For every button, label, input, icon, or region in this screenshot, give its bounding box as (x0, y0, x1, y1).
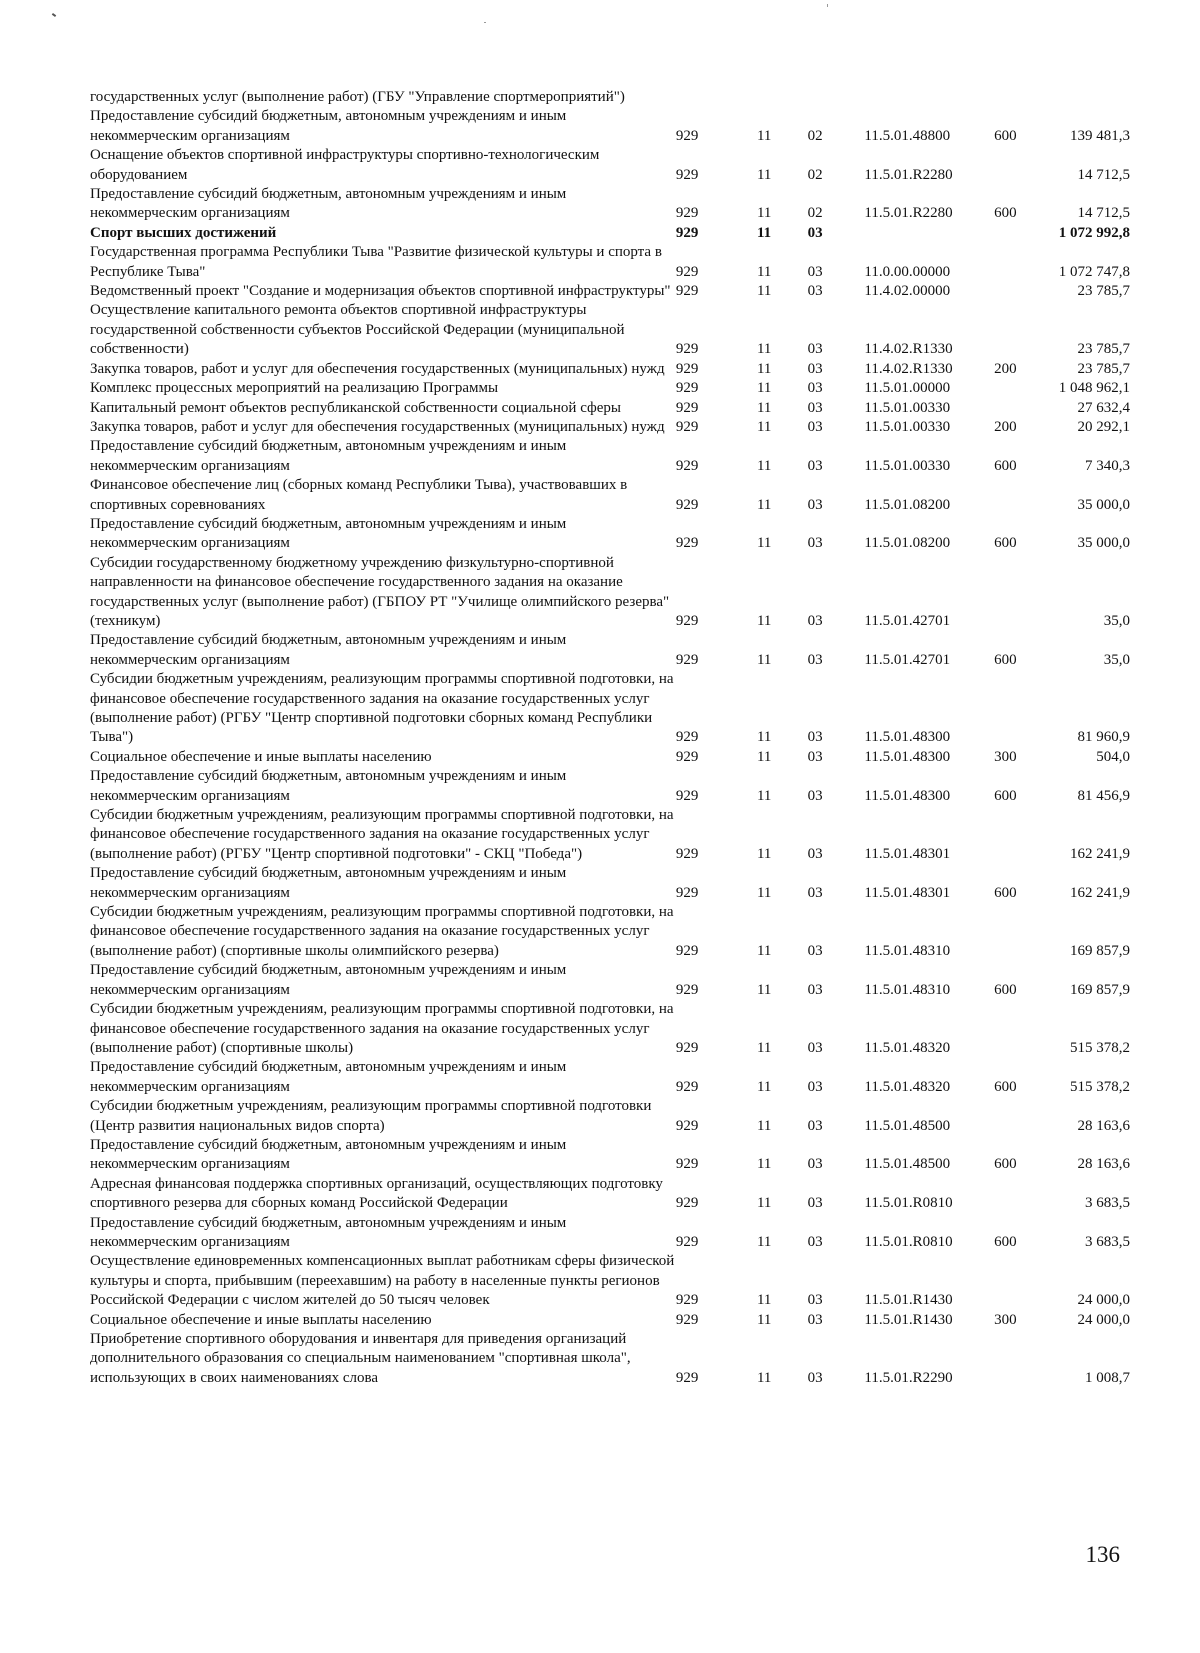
subsection-code: 03 (807, 283, 823, 300)
scan-mark (484, 22, 486, 23)
subsection-code: 03 (807, 1233, 823, 1250)
expense-type-code: 600 (994, 884, 1017, 901)
expense-type-code (994, 1175, 1045, 1214)
expense-type-code: 600 (994, 535, 1017, 552)
subsection-code: 03 (807, 535, 823, 552)
target-article-code: 11.5.01.R1430 (864, 1311, 953, 1328)
row-name: Предоставление субсидий бюджетным, автономным учреждениям и иным некоммерческим организациям (90, 1059, 567, 1095)
ministry-code: 929 (675, 418, 699, 435)
row-name: Закупка товаров, работ и услуг для обеспечения государственных (муниципальных) нужд (90, 360, 665, 377)
expense-type-code: 600 (994, 651, 1017, 668)
expense-type-code: 600 (994, 1078, 1017, 1095)
subsection-code: 03 (807, 457, 823, 474)
section-code: 11 (756, 224, 772, 241)
subsection-code: 03 (807, 1195, 823, 1212)
section-code: 11 (756, 263, 772, 280)
target-article-code: 11.5.01.48301 (864, 884, 951, 901)
amount: 24 000,0 (1077, 1292, 1130, 1309)
target-article-code: 11.5.01.00330 (864, 399, 951, 416)
subsection-code: 03 (807, 418, 823, 435)
ministry-code: 929 (675, 1078, 699, 1095)
row-name: государственных услуг (выполнение работ) (ГБУ "Управление спортмероприятий") (90, 89, 625, 105)
subsection-code: 03 (807, 224, 823, 241)
table-row (90, 1058, 1130, 1097)
section-code: 11 (756, 127, 772, 144)
ministry-code: 929 (675, 205, 699, 222)
amount: 3 683,5 (1085, 1233, 1130, 1250)
target-article-code: 11.5.01.R0810 (864, 1195, 953, 1212)
amount: 23 785,7 (1077, 360, 1130, 377)
ministry-code: 929 (675, 1195, 699, 1212)
amount: 81 960,9 (1077, 729, 1130, 746)
target-article-code: 11.5.01.48300 (864, 748, 951, 765)
ministry-code: 929 (675, 535, 699, 552)
amount: 35,0 (1103, 651, 1130, 668)
table-row (90, 631, 1130, 670)
table-row (90, 360, 1130, 379)
target-article-code: 11.5.01.00330 (864, 457, 951, 474)
subsection-code: 03 (807, 341, 823, 358)
table-row (90, 88, 1130, 107)
amount: 14 712,5 (1077, 205, 1130, 222)
row-name: Осуществление капитального ремонта объектов спортивной инфраструктуры государственной собственности субъектов Российской Федерации (муниципальной собственности) (90, 302, 625, 358)
amount: 28 163,6 (1077, 1156, 1130, 1173)
row-name: Предоставление субсидий бюджетным, автономным учреждениям и иным некоммерческим организациям (90, 1136, 567, 1173)
target-article-code: 11.5.01.R1430 (864, 1292, 953, 1309)
amount: 515 378,2 (1070, 1039, 1130, 1056)
ministry-code: 929 (675, 1156, 699, 1173)
ministry-code: 929 (675, 1117, 699, 1134)
ministry-code: 929 (675, 1039, 699, 1056)
row-name: Субсидии бюджетным учреждениям, реализующим программы спортивной подготовки, на финансовое обеспечение государственного задания на оказание государственных услуг (выполнение работ) (спортивные школы олимпийского резерва) (90, 904, 674, 959)
amount: 504,0 (1096, 748, 1130, 765)
expense-type-code (994, 399, 1045, 418)
expense-type-code (994, 903, 1045, 961)
row-name: Субсидии бюджетным учреждениям, реализующим программы спортивной подготовки, на финансовое обеспечение государственного задания на оказание государственных услуг (выполнение работ) (РГБУ "Центр спортивной подготовки" - СКЦ "Победа") (90, 807, 674, 862)
target-article-code: 11.5.01.00000 (864, 380, 951, 397)
subsection-code: 03 (807, 748, 823, 765)
amount: 1 048 962,1 (1058, 380, 1130, 397)
row-name: Приобретение спортивного оборудования и инвентаря для приведения организаций дополнительного образования со специальным наименованием "спортивная школа", использующих в своих наименованиях слова (90, 1331, 631, 1386)
section-code: 11 (756, 418, 772, 435)
section-code: 11 (756, 884, 772, 901)
target-article-code: 11.4.02.00000 (864, 283, 951, 300)
table-row (90, 146, 1130, 185)
subsection-code: 03 (807, 263, 823, 280)
section-code: 11 (756, 283, 772, 300)
row-name: Адресная финансовая поддержка спортивных организаций, осуществляющих подготовку спортивного резерва для сборных команд Российской Федерации (90, 1175, 663, 1212)
target-article-code: 11.5.01.R0810 (864, 1233, 953, 1250)
expense-type-code (994, 224, 1045, 243)
section-code: 11 (756, 380, 772, 397)
section-code: 11 (756, 341, 772, 358)
amount: 169 857,9 (1070, 942, 1130, 959)
row-name: Социальное обеспечение и иные выплаты населению (90, 1311, 432, 1328)
section-code: 11 (756, 1233, 772, 1250)
row-name: Предоставление субсидий бюджетным, автономным учреждениям и иным некоммерческим организациям (90, 1214, 567, 1250)
ministry-code: 929 (675, 884, 699, 901)
table-row (90, 1214, 1130, 1253)
amount: 162 241,9 (1070, 884, 1130, 901)
row-name: Спорт высших достижений (90, 224, 277, 241)
ministry-code: 929 (675, 1311, 699, 1328)
amount: 35 000,0 (1077, 535, 1130, 552)
target-article-code: 11.5.01.R2290 (864, 1369, 953, 1386)
expense-type-code: 600 (994, 1156, 1017, 1173)
target-article-code: 11.5.01.42701 (864, 612, 951, 629)
section-code: 11 (756, 942, 772, 959)
target-article-code: 11.5.01.48500 (864, 1156, 951, 1173)
section-code: 11 (756, 1311, 772, 1328)
section-code: 11 (756, 981, 772, 998)
table-row (90, 903, 1130, 961)
amount: 23 785,7 (1077, 341, 1130, 358)
scan-mark (52, 13, 56, 17)
amount: 1 008,7 (1085, 1369, 1130, 1386)
section-code (757, 88, 808, 107)
target-article-code: 11.0.00.00000 (864, 263, 951, 280)
target-article-code: 11.4.02.R1330 (864, 360, 953, 377)
subsection-code: 03 (807, 1078, 823, 1095)
subsection-code: 03 (807, 942, 823, 959)
ministry-code: 929 (675, 981, 699, 998)
table-row (90, 961, 1130, 1000)
section-code: 11 (756, 1292, 772, 1309)
amount: 169 857,9 (1070, 981, 1130, 998)
section-code: 11 (756, 1078, 772, 1095)
table-row (90, 1330, 1130, 1388)
amount: 27 632,4 (1077, 399, 1130, 416)
expense-type-code: 300 (994, 748, 1017, 765)
ministry-code: 929 (675, 748, 699, 765)
target-article-code: 11.5.01.42701 (864, 651, 951, 668)
ministry-code (676, 88, 757, 107)
row-name: Субсидии бюджетным учреждениям, реализующим программы спортивной подготовки, на финансовое обеспечение государственного задания на оказание государственных услуг (выполнение работ) (РГБУ "Центр спортивной подготовки сборных команд Республики Тыва") (90, 671, 674, 746)
table-row (90, 476, 1130, 515)
amount: 139 481,3 (1070, 127, 1130, 144)
subsection-code: 03 (807, 496, 823, 513)
section-code: 11 (756, 1039, 772, 1056)
expense-type-code: 300 (994, 1311, 1017, 1328)
ministry-code: 929 (675, 399, 699, 416)
target-article-code: 11.5.01.R2280 (864, 166, 953, 183)
subsection-code: 03 (807, 787, 823, 804)
row-name: Финансовое обеспечение лиц (сборных команд Республики Тыва), участвовавших в спортивных соревнованиях (90, 477, 628, 513)
ministry-code: 929 (675, 457, 699, 474)
section-code: 11 (756, 787, 772, 804)
section-code: 11 (756, 1369, 772, 1386)
target-article-code: 11.5.01.48320 (864, 1039, 951, 1056)
subsection-code: 03 (807, 1292, 823, 1309)
table-row (90, 185, 1130, 224)
ministry-code: 929 (675, 1292, 699, 1309)
table-row (90, 515, 1130, 554)
section-code: 11 (756, 399, 772, 416)
section-code: 11 (756, 360, 772, 377)
amount: 14 712,5 (1077, 166, 1130, 183)
subsection-code: 03 (807, 1369, 823, 1386)
row-name: Государственная программа Республики Тыва "Развитие физической культуры и спорта в Республике Тыва" (90, 244, 662, 280)
amount: 81 456,9 (1077, 787, 1130, 804)
target-article-code: 11.5.01.08200 (864, 535, 951, 552)
table-row (90, 1000, 1130, 1058)
expense-type-code: 600 (994, 1233, 1017, 1250)
table-row (90, 301, 1130, 359)
section-code: 11 (756, 457, 772, 474)
ministry-code: 929 (675, 787, 699, 804)
expense-type-code (994, 1000, 1045, 1058)
ministry-code: 929 (675, 651, 699, 668)
ministry-code: 929 (675, 360, 699, 377)
target-article-code: 11.5.01.48500 (864, 1117, 951, 1134)
section-code: 11 (756, 845, 772, 862)
table-row (90, 1136, 1130, 1175)
subsection-code: 03 (807, 1156, 823, 1173)
target-article-code: 11.5.01.00330 (864, 418, 951, 435)
table-row (90, 767, 1130, 806)
expense-type-code: 200 (994, 418, 1017, 435)
section-code: 11 (756, 1117, 772, 1134)
budget-table-body (90, 88, 1130, 1388)
expense-type-code (994, 670, 1045, 748)
row-name: Комплекс процессных мероприятий на реализацию Программы (90, 380, 499, 397)
section-code: 11 (756, 612, 772, 629)
expense-type-code (994, 282, 1045, 301)
subsection-code: 03 (807, 612, 823, 629)
subsection-code (808, 88, 865, 107)
row-name: Предоставление субсидий бюджетным, автономным учреждениям и иным некоммерческим организациям (90, 186, 567, 222)
ministry-code: 929 (675, 496, 699, 513)
row-name: Предоставление субсидий бюджетным, автономным учреждениям и иным некоммерческим организациям (90, 962, 567, 998)
ministry-code: 929 (675, 127, 699, 144)
expense-type-code (994, 806, 1045, 864)
target-article-code: 11.5.01.08200 (864, 496, 951, 513)
amount: 1 072 992,8 (1058, 224, 1130, 241)
row-name: Социальное обеспечение и иные выплаты населению (90, 748, 432, 765)
scan-mark (827, 4, 828, 7)
ministry-code: 929 (675, 263, 699, 280)
table-row (90, 806, 1130, 864)
row-name: Субсидии бюджетным учреждениям, реализующим программы спортивной подготовки, на финансовое обеспечение государственного задания на оказание государственных услуг (выполнение работ) (спортивные школы) (90, 1001, 674, 1056)
table-row (90, 379, 1130, 398)
section-code: 11 (756, 729, 772, 746)
table-row (90, 243, 1130, 282)
expense-type-code (994, 88, 1045, 107)
subsection-code: 02 (807, 205, 823, 222)
amount: 1 072 747,8 (1058, 263, 1130, 280)
target-article-code: 11.5.01.48320 (864, 1078, 951, 1095)
expense-type-code (994, 554, 1045, 632)
ministry-code: 929 (675, 729, 699, 746)
table-row (90, 107, 1130, 146)
subsection-code: 03 (807, 651, 823, 668)
row-name: Предоставление субсидий бюджетным, автономным учреждениям и иным некоммерческим организациям (90, 768, 567, 804)
subsection-code: 03 (807, 380, 823, 397)
subsection-code: 02 (807, 127, 823, 144)
expense-type-code (994, 146, 1045, 185)
target-article-code: 11.5.01.48301 (864, 845, 951, 862)
subsection-code: 03 (807, 884, 823, 901)
target-article-code: 11.5.01.48800 (864, 127, 951, 144)
table-row (90, 1175, 1130, 1214)
expense-type-code (994, 301, 1045, 359)
amount: 23 785,7 (1077, 283, 1130, 300)
table-row (90, 670, 1130, 748)
amount: 7 340,3 (1085, 457, 1130, 474)
table-row (90, 1097, 1130, 1136)
expense-type-code (994, 476, 1045, 515)
row-name: Осуществление единовременных компенсационных выплат работникам сферы физической культуры и спорта, прибывшим (переехавшим) на работу в населенные пункты регионов Российской Федерации с числом жителей до 50 тысяч человек (90, 1253, 675, 1309)
table-row (90, 1311, 1130, 1330)
table-row (90, 748, 1130, 767)
section-code: 11 (756, 1195, 772, 1212)
expense-type-code: 200 (994, 360, 1017, 377)
section-code: 11 (756, 166, 772, 183)
ministry-code: 929 (675, 845, 699, 862)
expense-type-code: 600 (994, 205, 1017, 222)
row-name: Предоставление субсидий бюджетным, автономным учреждениям и иным некоммерческим организациям (90, 108, 567, 144)
subsection-code: 03 (807, 845, 823, 862)
ministry-code: 929 (675, 1369, 699, 1386)
section-code: 11 (756, 651, 772, 668)
row-name: Капитальный ремонт объектов республиканской собственности социальной сферы (90, 399, 621, 416)
table-row (90, 418, 1130, 437)
ministry-code: 929 (675, 942, 699, 959)
subsection-code: 03 (807, 729, 823, 746)
row-name: Предоставление субсидий бюджетным, автономным учреждениям и иным некоммерческим организациям (90, 632, 567, 668)
ministry-code: 929 (675, 166, 699, 183)
expense-type-code: 600 (994, 127, 1017, 144)
amount (1045, 88, 1130, 107)
target-article-code (864, 88, 994, 107)
amount: 162 241,9 (1070, 845, 1130, 862)
target-article-code: 11.5.01.48310 (864, 942, 951, 959)
ministry-code: 929 (675, 341, 699, 358)
ministry-code: 929 (675, 1233, 699, 1250)
amount: 20 292,1 (1077, 418, 1130, 435)
table-row (90, 224, 1130, 243)
row-name: Закупка товаров, работ и услуг для обеспечения государственных (муниципальных) нужд (90, 418, 665, 435)
table-row (90, 399, 1130, 418)
row-name: Предоставление субсидий бюджетным, автономным учреждениям и иным некоммерческим организациям (90, 865, 567, 901)
expense-type-code (994, 1252, 1045, 1310)
subsection-code: 02 (807, 166, 823, 183)
amount: 28 163,6 (1077, 1117, 1130, 1134)
subsection-code: 03 (807, 1039, 823, 1056)
table-row (90, 554, 1130, 632)
expense-type-code: 600 (994, 981, 1017, 998)
subsection-code: 03 (807, 1117, 823, 1134)
section-code: 11 (756, 535, 772, 552)
target-article-code: 11.5.01.R2280 (864, 205, 953, 222)
expense-type-code (994, 1097, 1045, 1136)
expense-type-code: 600 (994, 457, 1017, 474)
section-code: 11 (756, 1156, 772, 1173)
expense-type-code (994, 243, 1045, 282)
expense-type-code (994, 379, 1045, 398)
table-row (90, 282, 1130, 301)
row-name: Ведомственный проект "Создание и модернизация объектов спортивной инфраструктуры" (90, 283, 671, 300)
amount: 515 378,2 (1070, 1078, 1130, 1095)
table-row (90, 1252, 1130, 1310)
row-name: Предоставление субсидий бюджетным, автономным учреждениям и иным некоммерческим организациям (90, 515, 567, 552)
target-article-code: 11.5.01.48310 (864, 981, 951, 998)
subsection-code: 03 (807, 399, 823, 416)
section-code: 11 (756, 748, 772, 765)
expense-type-code: 600 (994, 787, 1017, 804)
amount: 24 000,0 (1077, 1311, 1130, 1328)
row-name: Оснащение объектов спортивной инфраструктуры спортивно-технологическим оборудованием (90, 147, 600, 183)
subsection-code: 03 (807, 1311, 823, 1328)
row-name: Субсидии государственному бюджетному учреждению физкультурно-спортивной направленности на финансовое обеспечение государственного задания на оказание государственных услуг (выполнение работ) (ГБПОУ РТ "Училище олимпийского резерва" (техникум) (90, 554, 670, 629)
row-name: Предоставление субсидий бюджетным, автономным учреждениям и иным некоммерческим организациям (90, 438, 567, 474)
amount: 3 683,5 (1085, 1195, 1130, 1212)
table-row (90, 437, 1130, 476)
page-number: 136 (1085, 1542, 1120, 1567)
ministry-code: 929 (675, 380, 699, 397)
ministry-code: 929 (675, 612, 699, 629)
row-name: Субсидии бюджетным учреждениям, реализующим программы спортивной подготовки (Центр развития национальных видов спорта) (90, 1098, 652, 1134)
amount: 35,0 (1103, 612, 1130, 629)
subsection-code: 03 (807, 981, 823, 998)
table-row (90, 864, 1130, 903)
target-article-code: 11.4.02.R1330 (864, 341, 953, 358)
ministry-code: 929 (675, 283, 699, 300)
target-article-code: 11.5.01.48300 (864, 729, 951, 746)
budget-table (90, 88, 1130, 1388)
ministry-code: 929 (675, 224, 699, 241)
amount: 35 000,0 (1077, 496, 1130, 513)
target-article-code (864, 224, 994, 243)
section-code: 11 (756, 496, 772, 513)
expense-type-code (994, 1330, 1045, 1388)
subsection-code: 03 (807, 360, 823, 377)
target-article-code: 11.5.01.48300 (864, 787, 951, 804)
section-code: 11 (756, 205, 772, 222)
